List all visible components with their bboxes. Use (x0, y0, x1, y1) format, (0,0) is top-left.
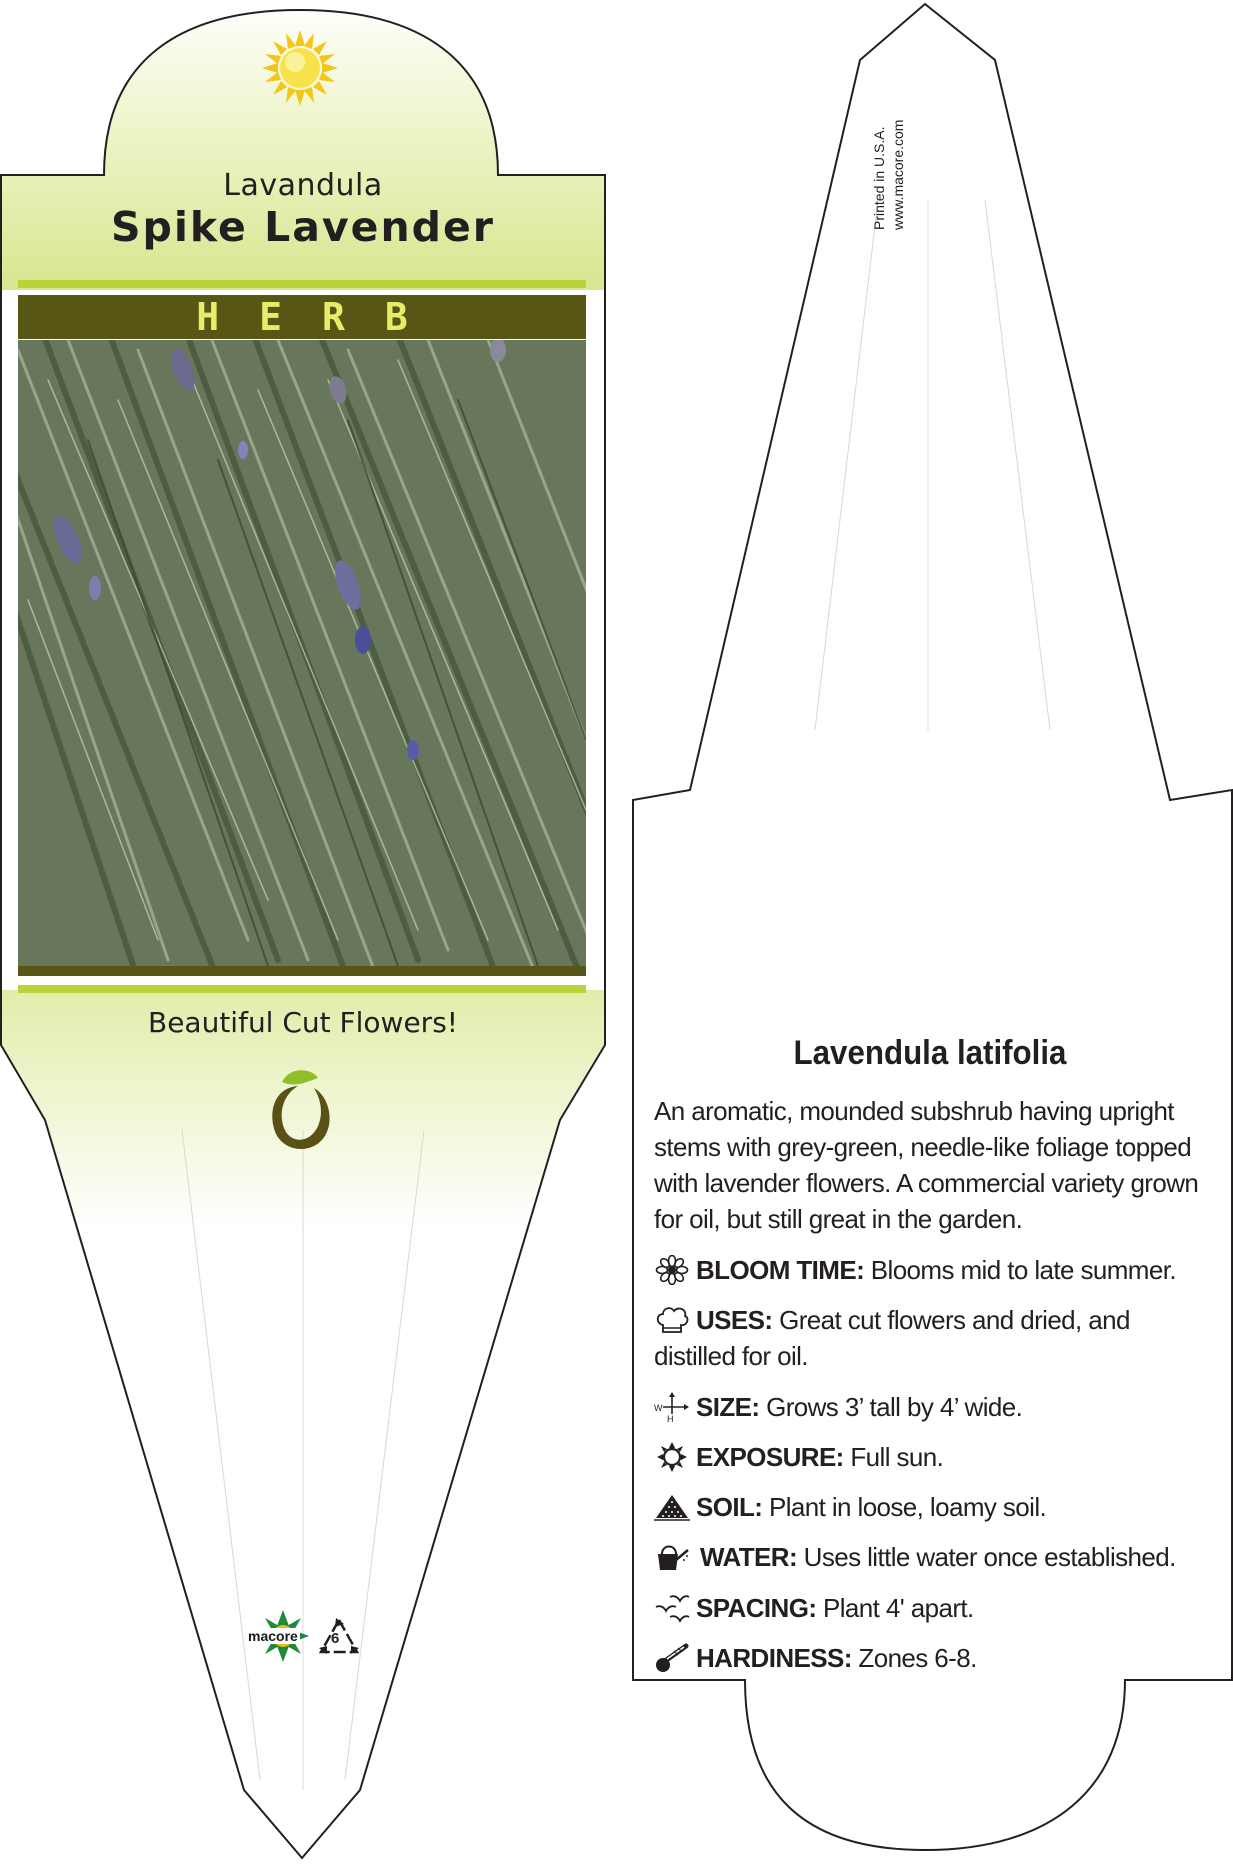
attr-value: Plant 4' apart. (823, 1593, 974, 1623)
attr-label: EXPOSURE: (696, 1442, 844, 1472)
attr-label: BLOOM TIME: (696, 1255, 865, 1285)
sun-icon (654, 1442, 690, 1472)
attribute-uses (654, 1302, 1214, 1374)
spacing-icon (654, 1593, 690, 1623)
attr-label: SOIL: (696, 1492, 763, 1522)
attr-label: SPACING: (696, 1593, 817, 1623)
attribute-soil (654, 1489, 1214, 1525)
attribute-spacing (654, 1590, 1214, 1626)
common-name: Spike Lavender (110, 203, 496, 251)
attr-value: Blooms mid to late summer. (870, 1255, 1176, 1285)
tagline: Beautiful Cut Flowers! (147, 1006, 459, 1039)
attr-label: USES: (696, 1305, 773, 1335)
soil-icon (654, 1492, 690, 1522)
attr-value: Plant in loose, loamy soil. (768, 1492, 1047, 1522)
watering-can-icon (654, 1542, 690, 1572)
botanical-name: Lavendula latifolia (793, 1034, 1067, 1072)
recycle-code: 6 (331, 1630, 340, 1647)
attr-value: Zones 6-8. (858, 1643, 977, 1673)
attr-value: Full sun. (850, 1442, 944, 1472)
photo-bottom-bar (18, 966, 586, 976)
attr-label: SIZE: (696, 1392, 760, 1422)
printed-line-1: Printed in U.S.A. (871, 126, 887, 230)
brand-name: macore (248, 1628, 298, 1644)
attr-label: HARDINESS: (696, 1643, 852, 1673)
flower-icon (654, 1255, 690, 1285)
plant-description: An aromatic, mounded subshrub having upright stems with grey-green, needle-like foliage topped with lavender flowers. A commercial variety grown for oil, but still great in the garden. (654, 1096, 1199, 1234)
attribute-hardiness (654, 1640, 1214, 1676)
attr-value: Grows 3’ tall by 4’ wide. (766, 1392, 1023, 1422)
attr-value: Uses little water once established. (803, 1542, 1176, 1572)
attr-label: WATER: (700, 1542, 798, 1572)
sun-icon (262, 30, 338, 106)
genus-name: Lavandula (223, 168, 383, 203)
printed-info (870, 90, 908, 230)
attribute-size (654, 1389, 1214, 1425)
printed-line-2: www.macore.com (890, 119, 906, 230)
chef-hat-icon (654, 1305, 690, 1335)
attribute-water (654, 1539, 1214, 1575)
svg-text:W: W (654, 1403, 662, 1413)
category-label: HERB (196, 295, 448, 339)
attribute-exposure (654, 1439, 1214, 1475)
svg-text:H: H (667, 1414, 673, 1422)
top-accent-stripe (18, 280, 586, 288)
attribute-bloom-time (654, 1252, 1214, 1288)
thermometer-icon (654, 1643, 690, 1673)
attr-value: Great cut flowers and dried, and distilled for oil. (654, 1305, 1130, 1371)
plant-photo (18, 340, 586, 966)
bottom-accent-stripe (18, 985, 586, 993)
size-arrows-icon (654, 1392, 690, 1422)
